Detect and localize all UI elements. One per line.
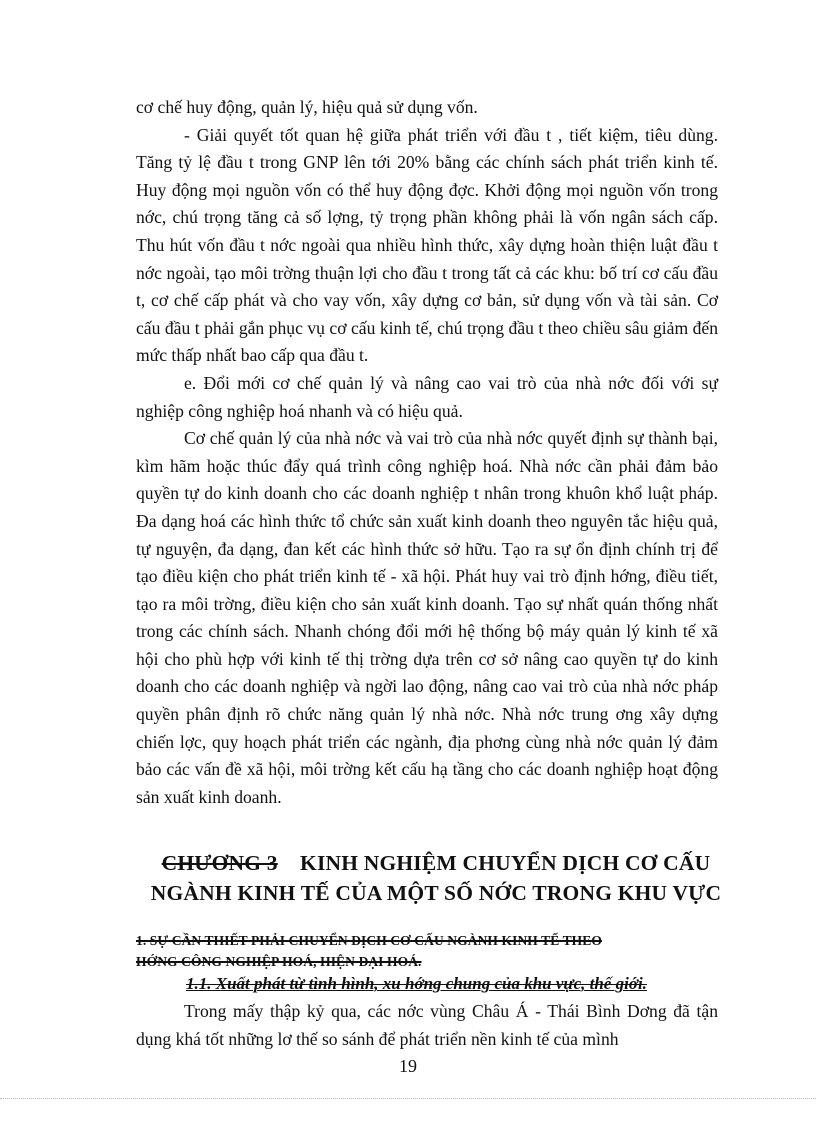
section-heading-1 bbox=[136, 930, 726, 972]
page-number: 19 bbox=[399, 1056, 417, 1076]
paragraph-3: e. Đổi mới cơ chế quản lý và nâng cao vai trò của nhà nớc đối với sự nghiệp công nghiệp hoá nhanh và có hiệu quả. bbox=[136, 372, 718, 421]
section-heading-1-line2: HỚNG CÔNG NGHIỆP HOÁ, HIỆN ĐẠI HOÁ. bbox=[136, 954, 422, 969]
page-footer-divider bbox=[0, 1098, 816, 1099]
section-heading-1-line1: 1. SỰ CẦN THIẾT PHẢI CHUYỂN DỊCH CƠ CẤU NGÀNH KINH TẾ THEO bbox=[136, 933, 602, 948]
body-text bbox=[136, 94, 718, 811]
chapter-label: CHƯƠNG 3 bbox=[161, 851, 278, 875]
tail-text bbox=[136, 998, 718, 1053]
paragraph-1: cơ chế huy động, quản lý, hiệu quả sử dụng vốn. bbox=[136, 97, 478, 117]
chapter-title-line2: NGÀNH KINH TẾ CỦA MỘT SỐ NỚC TRONG KHU VỰC bbox=[150, 881, 722, 905]
paragraph-4: Cơ chế quản lý của nhà nớc và vai trò của nhà nớc quyết định sự thành bại, kìm hãm hoặc thúc đẩy quá trình công nghiệp hoá. Nhà nớc cần phải đảm bảo quyền tự do kinh doanh cho các doanh nghiệp t nhân trong khuôn khổ luật pháp. Đa dạng hoá các hình thức tổ chức sản xuất kinh doanh theo nguyên tắc hiệu quả, tự nguyện, đa dạng, đan kết các hình thức sở hữu. Tạo ra sự ổn định chính trị để tạo điều kiện cho phát triển kinh tế - xã hội. Phát huy vai trò định hớng, điều tiết, tạo ra môi trờng, điều kiện cho sản xuất kinh doanh. Tạo sự nhất quán thống nhất trong các chính sách. Nhanh chóng đổi mới hệ thống bộ máy quản lý kinh tế xã hội cho phù hợp với kinh tế thị trờng dựa trên cơ sở nâng cao quyền tự do kinh doanh cho các doanh nghiệp và ngời lao động, nâng cao vai trò của nhà nớc pháp quyền phân định rõ chức năng quản lý nhà nớc. Nhà nớc trung ơng xây dựng chiến lợc, quy hoạch phát triển các ngành, địa phơng cùng nhà nớc quản lý đảm bảo các vấn đề xã hội, môi trờng kết cấu hạ tầng cho các doanh nghiệp hoạt động sản xuất kinh doanh. bbox=[136, 428, 718, 807]
paragraph-2: - Giải quyết tốt quan hệ giữa phát triển với đầu t , tiết kiệm, tiêu dùng. Tăng tỷ lệ đầu t trong GNP lên tới 20% bằng các chính sách phát triển kinh tế. Huy động mọi nguồn vốn có thể huy động đợc. Khởi động mọi nguồn vốn trong nớc, chú trọng tăng cả số lợng, tỷ trọng phần không phải là vốn ngân sách cấp. Thu hút vốn đầu t nớc ngoài qua nhiều hình thức, xây dựng hoàn thiện luật đầu t nớc ngoài, tạo môi trờng thuận lợi cho đầu t trong tất cả các khu: bố trí cơ cấu đầu t, cơ chế cấp phát và cho vay vốn, xây dựng cơ bản, sử dụng vốn và tài sản. Cơ cấu đầu t phải gắn phục vụ cơ cấu kinh tế, chú trọng đầu t theo chiều sâu giảm đến mức thấp nhất bao cấp qua đầu t. bbox=[136, 124, 718, 366]
chapter-heading bbox=[136, 848, 736, 908]
section-heading-1-1: 1.1. Xuất phát từ tình hình, xu hớng chung của khu vực, thế giới. bbox=[186, 974, 647, 993]
chapter-title-line1: KINH NGHIỆM CHUYỂN DỊCH CƠ CẤU bbox=[300, 851, 711, 875]
paragraph-5: Trong mấy thập kỷ qua, các nớc vùng Châu Á - Thái Bình Dơng đã tận dụng khá tốt những lơ thế so sánh để phát triển nền kinh tế của mình bbox=[136, 1001, 718, 1049]
